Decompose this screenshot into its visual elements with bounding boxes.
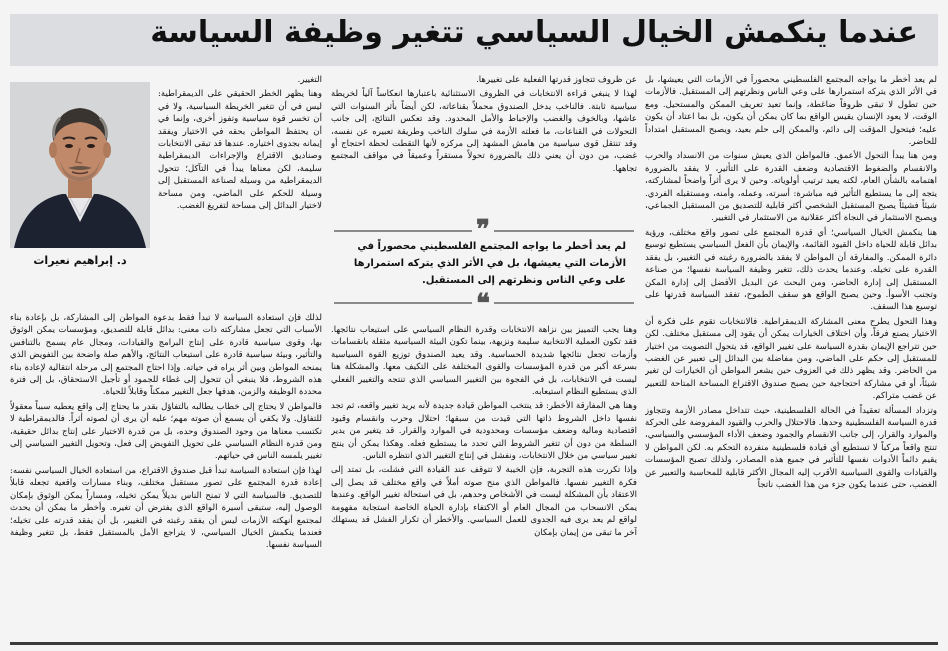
paragraph: فالمواطن لا يحتاج إلى خطاب يطالبه بالتفاؤل بقدر ما يحتاج إلى واقع يعطيه سبباً معقولاً للتفاؤل. ولا يكفي أن يسمع أن صوته مهم؛ عليه أن يرى أن لصوته أثراً. فالديمقراطية لا تكتسب معناها من وجود الصندوق وحده، بل من قدرة الاختيار على إنتاج بدائل حقيقية، ومن قدرة النظام السياسي على تحويل التفويض إلى فعل، وتحويل التغيير السياسي إلى تغيير يلمسه الناس في حياتهم. xyxy=(10,401,322,462)
paragraph: لهذا لا ينبغي قراءة الانتخابات في الظروف الاستثنائية باعتبارها انعكاساً آلياً لخريطة سياسية ثابتة. فالناخب يدخل الصندوق محملاً بقناعاته، لكن أيضاً بأثر السنوات التي عاشها، وبالخوف والغضب والإحباط والأمل المحدود. وقد تعكس النتائج، إلى جانب التحولات في القناعات، ما فعلته الأزمة في سلوك الناخب وطريقة تعبيره عن نفسه، وقد تنتقل قوى سياسية من هامش المشهد إلى مركزه لأنها التقطت لحظة احتجاج أو غضب، من دون أن يعني ذلك بالضرورة تحولاً مستقراً وعميقاً في مواقف المجتمع تجاهها. xyxy=(331,89,637,174)
paragraph: وإذا تكررت هذه التجربة، فإن الخيبة لا تتوقف عند القيادة التي فشلت، بل تمتد إلى فكرة التغيير نفسها. فالمواطن الذي منح صوته أملاً في واقع مختلف قد يصل إلى الاعتقاد بأن المشكلة ليست في الأشخاص وحدهم، بل في استحالة تغيير الواقع. وعندها يمكن الانسحاب من المجال العام أو الاكتفاء بإدارة الحياة الخاصة استجابة مفهومة لواقع لم يعد يرى فيه الجدوى للعمل السياسي. والأخطر أن تكرار الفشل قد يستهلك آخر ما تبقى من إيمان بإمكان xyxy=(331,465,637,538)
pull-quote-text: لم يعد أخطر ما يواجه المجتمع الفلسطيني محصوراً في الأزمات التي يعيشها، بل في الأثر الذي يتركه استمرارها على وعي الناس ونظرتهم إلى المستقبل. xyxy=(353,241,626,286)
paragraph: لهذا فإن استعادة السياسة تبدأ قبل صندوق الاقتراع، من استعادة الخيال السياسي نفسه: إعادة قدرة المجتمع على تصور مستقبل مختلف، وبناء مسارات واقعية تجعله قابلاً للتصديق. فالسياسة التي لا تمنح الناس بديلاً يمكن تخيله، ومساراً يمكن الوثوق بإمكان الوصول إليه، ستبقى أسيرة الواقع الذي يفترض أن تغيره. وأخطر ما يمكن أن يحدث لمجتمع أنهكته الأزمات ليس أن يفقد رغبته في التغيير، بل أن يفقد قدرته على تخيله؛ فعندما ينكمش الخيال السياسي، لا يتراجع الأمل بالمستقبل فقط، بل تتغير وظيفة السياسة نفسها. xyxy=(10,465,322,551)
paragraph: هنا ينكمش الخيال السياسي؛ أي قدرة المجتمع على تصور واقع مختلف، ورؤية بدائل قابلة للحياة داخل القيود القائمة، والإيمان بأن الفعل السياسي يستطيع توسيع دائرة الممكن. والمفارقة أن المواطن لا يفقد بالضرورة رغبته في التغيير، بل يفقد القدرة على تخيله. وعندما يحدث ذلك، تتغير وظيفة السياسة نفسها؛ من صناعة المستقبل إلى إدارة الحاضر، ومن البحث عن البديل الأفضل إلى إدارة المكن وتجنب الأسوأ. وحين يصبح الواقع هو سقف الطموح، تفقد السياسة قدرتها على توسيع هذا السقف. xyxy=(645,227,937,313)
pull-quote-box xyxy=(334,215,634,319)
column-left-top xyxy=(158,74,322,308)
bottom-rule xyxy=(10,642,938,645)
article-title: عندما ينكمش الخيال السياسي تتغير وظيفة السياسة xyxy=(150,15,918,50)
paragraph: ومن هنا يبدأ التحول الأعمق. فالمواطن الذي يعيش سنوات من الانسداد والحرب والانقسام والضغوط الاقتصادية وضعف القدرة على التأثير، لا يفقد بالضرورة اهتمامه بالشأن العام، لكنه يعيد ترتيب أولوياته. وحين لا يرى أثراً واضحاً لمشاركته، يتجه إلى ما يستطيع التأثير فيه مباشرة: أسرته، وعمله، وأمنه، ومستقبله الفردي. شيئاً فشيئاً يصبح المستقبل الشخصي أكثر قابلية للتصديق من المستقبل الجماعي، ويصبح الاستثمار في النجاة أكثر عقلانية من الاستثمار في التغيير. xyxy=(645,151,937,224)
column-middle-top xyxy=(331,74,637,214)
paragraph: لم يعد أخطر ما يواجه المجتمع الفلسطيني محصوراً في الأزمات التي يعيشها، بل في الأثر الذي يتركه استمرارها على وعي الناس ونظرتهم إلى المستقبل. فالأزمات حين تطول لا تبقى ظروفاً ضاغطة، وإنما تعيد تعريف الممكن والمستحيل. ومع الوقت، لا يعود الإنسان يقيس الواقع بما كان يمكن أن يكون، بل بما اعتاد أن يكون عليه؛ فيتحول المؤقت إلى دائم، والممكن إلى حلم بعيد، ويصبح المستقبل امتداداً للحاضر. xyxy=(645,75,937,148)
column-right xyxy=(645,74,937,640)
author-photo xyxy=(10,82,150,248)
quote-mark-open-icon: ❞ xyxy=(472,218,494,242)
paragraph: وهنا هي المفارقة الأخطر: قد ينتخب المواطن قيادة جديدة لأنه يريد تغيير واقعه، ثم تجد نفسها داخل الشروط ذاتها التي قيدت من سبقها؛ احتلال وحرب وانقسام وقيود اقتصادية ومالية وضعف مؤسسات ومحدودية في الموارد والقرار. قد يتغير من يدير السلطة من دون أن تتغير الشروط التي تحدد ما يستطيع فعله. وهكذا يمكن أن ينتج تغيير سياسي من خلال الانتخابات، ونفشل في إنتاج التغيير الذي انتظره الناس. xyxy=(331,401,637,462)
paragraph: لذلك فإن استعادة السياسة لا تبدأ فقط بدعوة المواطن إلى المشاركة، بل بإعادة بناء الأسباب التي تجعل مشاركته ذات معنى: بدائل قابلة للتصديق، ومؤسسات يمكن الوثوق بها، وقوى سياسية قادرة على إنتاج البرامج والقيادات، ومجال عام يسمح بالتنافس والتأثير، وبيئة سياسية قادرة على استيعاب النتائج، والأهم صلة واضحة بين التفويض الذي يمنحه المواطن وبين أثر يراه في حياته. وإذا احتاج المجتمع إلى مرحلة انتقالية لإعادة بناء هذه الشروط، فلا ينبغي أن تتحول إلى غطاء للجمود أو تأجيل الاستحقاق، بل إلى فترة محددة الوظيفة والزمن، هدفها جعل التغيير ممكناً وقابلاً للحياة. xyxy=(10,313,322,398)
paragraph: وهنا يظهر الخطر الحقيقي على الديمقراطية: ليس في أن تتغير الخريطة السياسية، ولا في أن تخسر قوة سياسية وتفوز أخرى، وإنما في أن يحتفظ المواطن بحقه في الاختيار ويفقد إيمانه بجدوى اختياره. عندها قد تبقى الانتخابات وصناديق الاقتراع والإجراءات الديمقراطية سليمة، لكن معناها يبدأ في التآكل؛ تتحول الديمقراطية من وسيلة لصناعة المستقبل إلى وسيلة للحكم على الماضي، ومن مساحة لاختيار البدائل إلى مساحة لتفريغ الغضب. xyxy=(158,89,322,212)
paragraph: التغيير. xyxy=(297,75,322,85)
author-name: د. إبراهيم نعيرات xyxy=(33,254,127,267)
quote-mark-close-icon: ❝ xyxy=(472,292,494,316)
paragraph: وهذا التحول يطرح معنى المشاركة الديمقراطية. فالانتخابات تقوم على فكرة أن الاختيار يصنع فرقاً، وأن اختلاف الخيارات يمكن أن يقود إلى مستقبل مختلف. لكن حين تتراجع الإيمان بقدرة السياسة على تغيير الواقع، قد يتحول التصويت من اختيار للمستقبل إلى حكم على الماضي، ومن مفاضلة بين البدائل إلى تعبير عن الغضب من الحاضر. وقد يظهر ذلك في العزوف حين يشعر المواطن أن الخيارات لن تغير شيئاً، أو في مشاركة احتجاجية حين يصبح صندوق الاقتراع المساحة المتاحة للتعبير عن غضب متراكم. xyxy=(645,316,937,402)
author-portrait-illustration xyxy=(10,82,150,248)
paragraph: وتزداد المسألة تعقيداً في الحالة الفلسطينية، حيث تتداخل مصادر الأزمة وتتجاوز قدرة السياسة الفلسطينية وحدها. فالاحتلال والحرب والقيود المفروضة على الحركة والموارد والقرار، إلى جانب الانقسام والجمود وضعف الأداء المؤسسي والسياسي، تنتج واقعاً مركباً لا تستطيع أي قيادة فلسطينية منفردة التحكم به. لكن المواطن لا يقيم دائماً الأدوات نفسها للتأثير في جميع هذه المصادر، ولذلك تصبح المؤسسات والقيادات والقوى السياسية الأقرب إليه المجال الأكثر قابلية للمحاسبة والتعبير عن الغضب، حتى عندما يكون جزء من هذا الغضب ناتجاً xyxy=(645,405,937,490)
paragraph: عن ظروف تتجاوز قدرتها الفعلية على تغييرها. xyxy=(476,75,637,85)
paragraph: وهنا يجب التمييز بين نزاهة الانتخابات وقدرة النظام السياسي على استيعاب نتائجها. فقد تكون العملية الانتخابية سليمة ونزيهة، بينما تكون البيئة السياسية مثقلة بانقسامات وأزمات تجعل نتائجها شديدة الحساسية. وقد يعيد الصندوق توزيع القوة السياسية بسرعة أكبر من قدرة المؤسسات والقوى المختلفة على التكيف معها. والمشكلة هنا ليست في الانتخابات، بل في الفجوة بين التغيير السياسي الذي تنتجه والتغيير الفعلي الذي يستطيع النظام استيعابه. xyxy=(331,325,637,398)
column-middle-bottom xyxy=(331,324,637,640)
column-left-bottom xyxy=(10,312,322,640)
